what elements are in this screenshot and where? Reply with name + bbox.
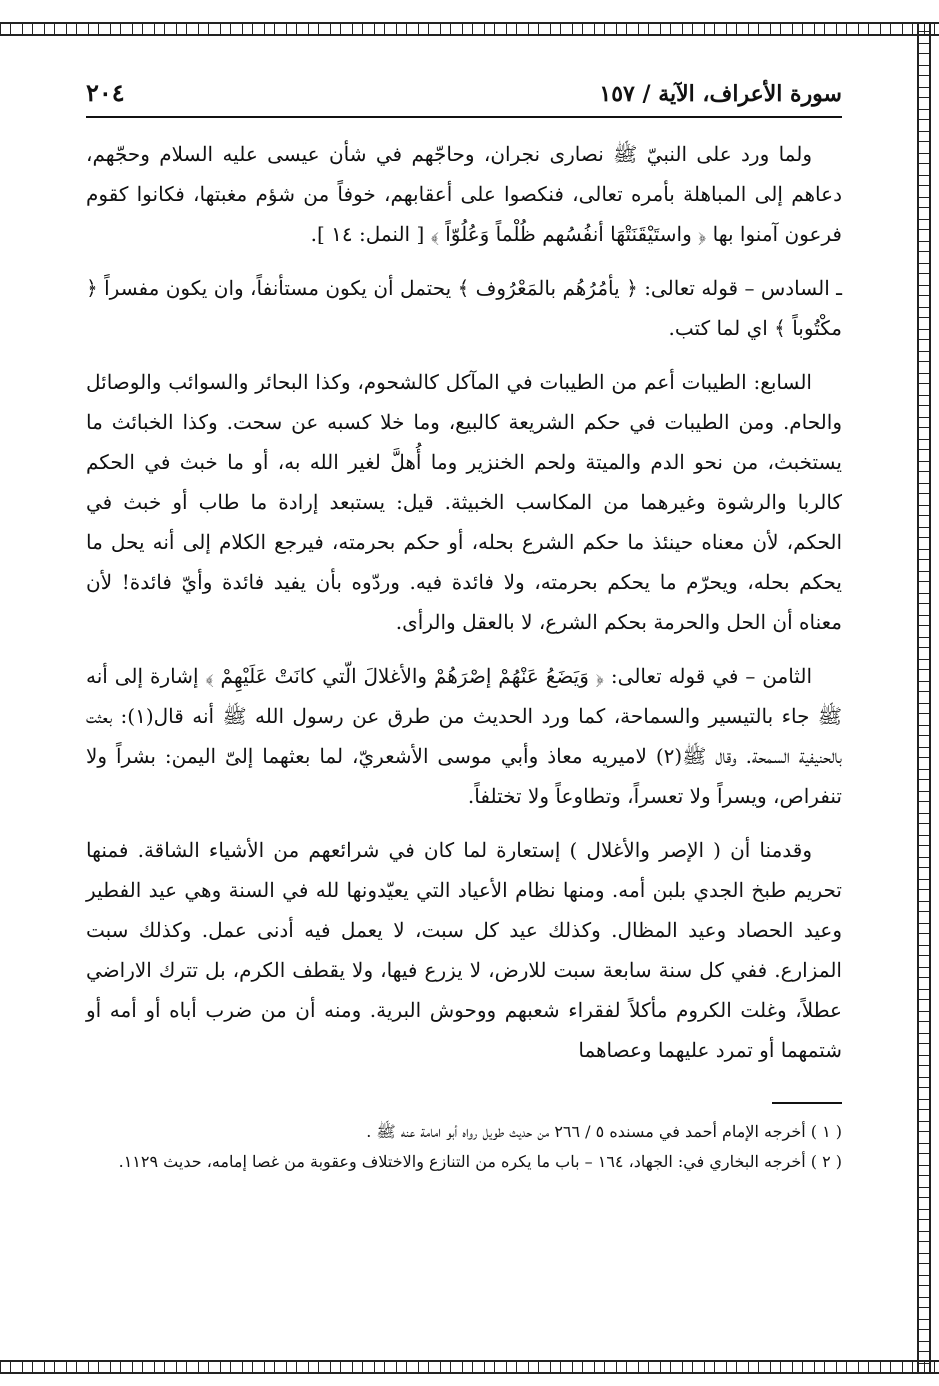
decorative-border-right	[917, 22, 931, 1374]
running-title: سورة الأعراف، الآية / ١٥٧	[599, 81, 842, 107]
paragraph-5: وقدمنا أن ( الإصر والأغلال ) إستعارة لما كان في شرائعهم من الأشياء الشاقة. فمنها تحريم طبخ الجدي بلبن أمه. ومنها نظام الأعياد التي يعيّدونها لله في السنة وهي عيد الفطير وعيد الحصاد وعيد المظال. وكذلك عيد كل سبت، لا يعمل فيه أدنى عمل. وكذلك سبت المزارع. ففي كل سنة سابعة سبت للارض، لا يزرع فيها، ولا يقطف الكرم، بل تترك الاراضي عطلاً، وغلت الكروم مأكلاً لفقراء شعبهم ووحوش البرية. ومنه أن من ضرب أباه أو أمه أو شتمهما أو تمرد عليهما وعصاهما	[86, 838, 842, 1062]
footnote-2: ( ٢ ) أخرجه البخاري في: الجهاد، ١٦٤ – باب ما يكره من التنازع والاختلاف وعقوبة من غصا إمامه، حديث ١١٢٩.	[118, 1152, 842, 1171]
decorative-border-bottom	[0, 1360, 939, 1374]
book-page	[86, 78, 842, 1178]
page-number: ٢٠٤	[86, 78, 125, 107]
footnote-1: ( ١ ) أخرجه الإمام أحمد في مسنده ٥ / ٢٦٦ من حديث طويل رواه أبو امامة عنه ﷺ .	[366, 1122, 842, 1141]
footnote-separator-wrap	[86, 1084, 842, 1118]
paragraph-3: السابع: الطيبات أعم من الطيبات في المآكل كالشحوم، وكذا البحائر والسوائب والوصائل والحام. ومن الطيبات في حكم الشريعة كالبيع، وما خلا كسبه عن سحت. وكذا الخبائث ما يستخبث، من نحو الدم والميتة ولحم الخنزير وما أُهلَّ لغير الله به، أو ما خبث في الحكم كالربا والرشوة وغيرهما من المكاسب الخبيثة. قيل: يستبعد إرادة ما طاب أو خبث في الحكم، لأن معناه حينئذ ما حكم الشرع بحله، أو حكم بحرمته، فيرجع الكلام إلى أنه يحل ما يحكم بحله، ويحرّم ما يحكم بحرمته، ولا فائدة فيه. وردّوه بأن يفيد فائدة وأيّ فائدة! لأن معناه أن الحل والحرمة بحكم الشرع، لا بالعقل والرأى.	[86, 370, 842, 634]
paragraph-2: ـ السادس – قوله تعالى: ﴿ يأمُرُهُم بالمَعْرُوف ﴾ يحتمل أن يكون مستأنفاً، وان يكون مفسراً ﴿ مكْتُوباً ﴾ اي لما كتب.	[86, 276, 842, 340]
paragraph-4: الثامن – في قوله تعالى: ﴿ وَيَضَعُ عَنْهُمْ إصْرَهُمْ والأغلالَ الّتي كانَتْ عَلَيْهِمْ ﴾ إشارة إلى أنه ﷺ جاء بالتيسير والسماحة، كما ورد الحديث من طرق عن رسول الله ﷺ أنه قال(١): بعثت بالحنيفية السمحة. وقال ﷺ(٢) لاميريه معاذ وأبي موسى الأشعريّ، لما بعثهما إلىّ اليمن: بشراً ولا تنفراص، ويسراً ولا تعسراً، وتطاوعاً ولا تختلفاً.	[86, 664, 843, 808]
decorative-border-top	[0, 22, 939, 36]
page-header	[86, 78, 842, 118]
page-body	[86, 134, 842, 1070]
footnote-separator	[772, 1102, 842, 1104]
footnotes	[86, 1118, 842, 1176]
paragraph-1: ولما ورد على النبيّ ﷺ نصارى نجران، وحاجّهم في شأن عيسى عليه السلام وحجّهم، دعاهم إلى المباهلة بأمره تعالى، فنكصوا على أعقابهم، خوفاً من شؤم مغبتها، فكانوا كقوم فرعون آمنوا بها ﴿ واستَيْقَنَتْهَا أنفُسُهم ظُلْماً وَعُلُوّاً ﴾ [ النمل: ١٤ ].	[86, 142, 842, 246]
